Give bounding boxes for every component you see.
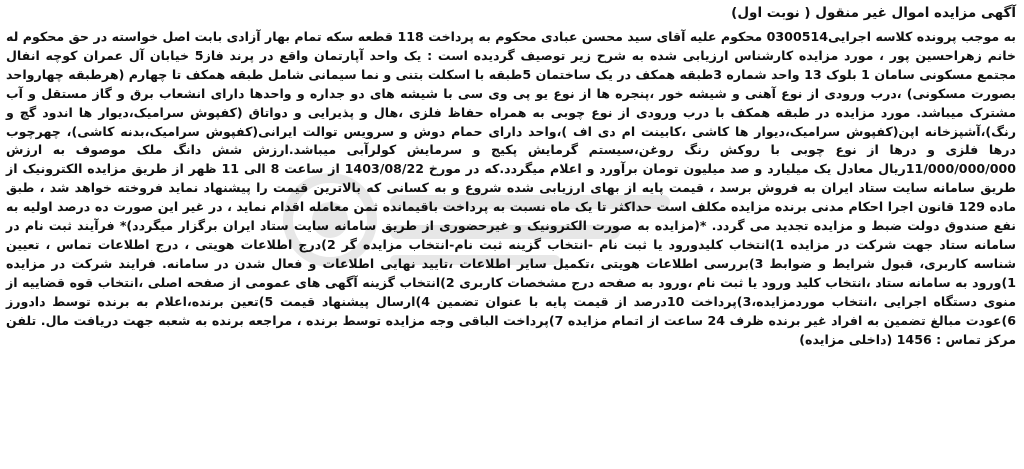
auction-notice	[6, 4, 1016, 465]
notice-title: آگهی مزایده اموال غیر منقول ( نوبت اول)	[731, 5, 1016, 21]
notice-body: به موجب پرونده کلاسه اجرایی0300514 محکوم علیه آقای سید محسن عبادی محکوم به پرداخت 118 قطعه سکه تمام بهار آزادی بابت اصل خواسته در حق محکوم له خانم زهراحسین پور ، مورد مزایده کارشناس ارزیابی شده به شرح زیر توصیف گردیده است : یک واحد آپارتمان واقع در پرند فاز5 خیابان آل عمران کوچه انفال مجتمع مسکونی سامان 1 بلوک 13 واحد شماره 3طبقه همکف در یک ساختمان 5طبقه با اسکلت بتنی و نما سیمانی شامل طبقه همکف تا چهارم (هرطبقه چهارواحد بصورت مسکونی) ،درب ورودی از نوع آهنی و شیشه خور ،پنجره ها از نوع یو پی وی سی با شیشه های دو جداره و واحدها دارای انشعاب برق و گاز مستقل و آب مشترک میباشد. مورد مزایده در طبقه همکف با درب ورودی از نوع چوبی به همراه حفاظ فلزی ،هال و پذیرایی و دواتاق (کفپوش سرامیک،دیوار ها اندود گچ و رنگ)،آشپزخانه اپن(کفپوش سرامیک،دیوار ها کاشی ،کابینت ام دی اف )،واحد دارای حمام دوش و سرویس توالت ایرانی(کفپوش سرامیک،بدنه کاشی)، چهرچوب درها فلزی و درها از نوع چوبی با روکش رنگ روغن،سیستم گرمایش پکیج و سرمایش کولرآبی میباشد.ارزش شش دانگ ملک موصوف به ارزش 11/000/000/000ریال معادل یک میلیارد و صد میلیون تومان برآورد و اعلام میگردد.که در مورخ 1403/08/22 از ساعت 8 الی 11 ظهر از طریق مزایده الکترونیک از طریق سامانه سایت ستاد ایران به فروش برسد ، قیمت پایه از بهای ارزیابی شده شروع و به کسانی که بالاترین قیمت را پیشنهاد نماید فروخته خواهد شد ، طبق ماده 129 قانون اجرا احکام مدنی برنده مزایده مکلف است حداکثر تا یک ماه نسبت به پرداخت باقیمانده ثمن معامله اقدام نماید ، در غیر این صورت ده درصد اولیه به نفع صندوق دولت ضبط و مزایده تجدید می گردد. *(مزایده به صورت الکترونیک و غیرحضوری از طریق سامانه سایت ستاد ایران برگزار میگردد)* فرآیند ثبت نام در سامانه ستاد جهت شرکت در مزایده 1)انتخاب کلیدورود یا ثبت نام -انتخاب گزینه ثبت نام-انتخاب مزایده گر 2)درج اطلاعات هویتی ، درج اطلاعات تماس ، تعیین شناسه کاربری، قبول شرایط و ضوابط 3)بررسی اطلاعات هویتی ،تکمیل سایر اطلاعات ،تایید نهایی اطلاعات و فعال شدن در سامانه. فرایند شرکت در مزایده 1)ورود به سامانه ستاد ،انتخاب کلید ورود یا ثبت نام ،ورود به صفحه درج مشخصات کاربری 2)انتخاب گزینه آگهی های عمومی از صفحه اصلی ،انتخاب قوه قضاییه از منوی دستگاه اجرایی ،انتخاب موردمزایده،3)پرداخت 10درصد از قیمت پایه با عنوان تضمین 4)ارسال پیشنهاد قیمت 5)تعین برنده،اعلام به برنده توسط دادورز 6)عودت مبالغ تضمین به افراد غیر برنده ظرف 24 ساعت از اتمام مزایده 7)پرداخت الباقی وجه مزایده توسط برنده ، مراجعه برنده به شعبه جهت دریافت مال. تلفن مرکز تماس : 1456 (داخلی مزایده)	[6, 29, 1017, 347]
